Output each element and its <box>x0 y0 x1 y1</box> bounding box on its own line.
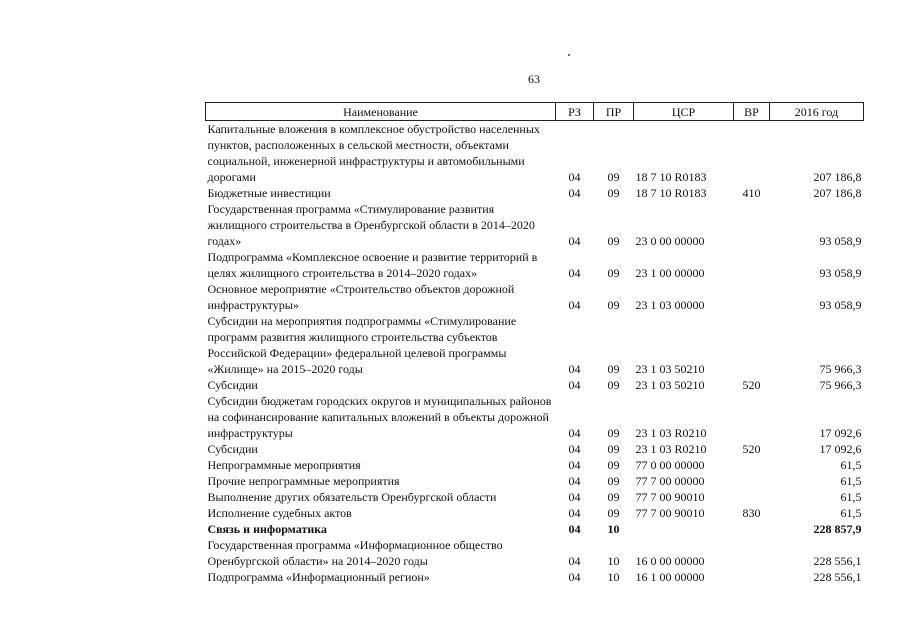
row-pr: 09 <box>607 426 620 440</box>
row-amount: 61,5 <box>840 490 862 504</box>
table-row <box>206 521 864 537</box>
page-number: 63 <box>528 72 540 86</box>
row-vr <box>734 569 770 585</box>
table-row <box>206 313 864 377</box>
row-csr: 77 0 00 00000 <box>635 458 705 472</box>
row-amount: 228 556,1 <box>813 554 862 568</box>
row-vr <box>734 393 770 441</box>
row-csr: 77 7 00 90010 <box>635 490 705 504</box>
row-csr <box>634 521 734 537</box>
row-vr: 410 <box>742 186 761 200</box>
row-pr: 09 <box>607 298 620 312</box>
row-csr: 23 1 03 50210 <box>635 378 705 392</box>
header-csr: ЦСР <box>634 103 734 121</box>
row-rz: 04 <box>568 426 581 440</box>
row-name: Субсидии <box>207 378 258 392</box>
table-row <box>206 201 864 249</box>
row-csr: 18 7 10 R0183 <box>635 186 707 200</box>
row-amount: 228 556,1 <box>813 570 862 584</box>
table-row <box>206 377 864 393</box>
row-rz: 04 <box>568 234 581 248</box>
row-rz: 04 <box>568 170 581 184</box>
header-rz: РЗ <box>556 103 594 121</box>
row-name: Капитальные вложения в комплексное обустройство населенных пунктов, расположенных в сельской местности, объектами социальной, инженерной инфраструктуры и автомобильными дорогами <box>207 122 540 184</box>
row-amount: 207 186,8 <box>813 170 862 184</box>
row-vr <box>734 537 770 569</box>
row-pr: 10 <box>607 570 620 584</box>
table-header-row <box>206 103 864 121</box>
table-row <box>206 457 864 473</box>
header-name: Наименование <box>206 103 556 121</box>
scan-speck <box>568 54 570 56</box>
row-vr <box>734 457 770 473</box>
row-pr: 10 <box>607 554 620 568</box>
row-csr: 23 1 03 50210 <box>635 362 705 376</box>
row-rz: 04 <box>568 474 581 488</box>
row-name: Субсидии <box>207 442 258 456</box>
row-csr: 23 1 03 00000 <box>635 298 705 312</box>
row-csr: 77 7 00 90010 <box>635 506 705 520</box>
row-name: Связь и информатика <box>207 522 328 536</box>
row-csr: 18 7 10 R0183 <box>635 170 707 184</box>
row-rz: 04 <box>568 522 581 536</box>
row-rz: 04 <box>568 570 581 584</box>
row-vr: 520 <box>742 442 761 456</box>
row-amount: 93 058,9 <box>819 298 862 312</box>
row-pr: 09 <box>607 362 620 376</box>
row-name: Прочие непрограммные мероприятия <box>207 474 400 488</box>
table-row <box>206 473 864 489</box>
row-name: Исполнение судебных актов <box>207 506 352 520</box>
row-pr: 09 <box>607 474 620 488</box>
row-name: Выполнение других обязательств Оренбургской области <box>207 490 497 504</box>
row-vr <box>734 249 770 281</box>
header-pr: ПР <box>594 103 634 121</box>
table-row <box>206 121 864 186</box>
row-rz: 04 <box>568 458 581 472</box>
row-name: Субсидии на мероприятия подпрограммы «Стимулирование программ развития жилищного строительства субъектов Российской Федерации» федеральной целевой программы «Жилище» на 2015–2020 годы <box>207 314 517 376</box>
row-amount: 75 966,3 <box>819 378 862 392</box>
row-pr: 10 <box>607 522 620 536</box>
table-row <box>206 185 864 201</box>
row-amount: 17 092,6 <box>819 426 862 440</box>
row-pr: 09 <box>607 490 620 504</box>
row-amount: 207 186,8 <box>813 186 862 200</box>
row-vr <box>734 281 770 313</box>
row-rz: 04 <box>568 298 581 312</box>
row-pr: 09 <box>607 234 620 248</box>
row-amount: 17 092,6 <box>819 442 862 456</box>
table-row <box>206 281 864 313</box>
row-name: Государственная программа «Информационное общество Оренбургской области» на 2014–2020 годы <box>207 538 503 568</box>
row-vr: 830 <box>742 506 761 520</box>
row-vr <box>734 313 770 377</box>
row-pr: 09 <box>607 170 620 184</box>
row-vr <box>734 521 770 537</box>
header-vr: ВР <box>734 103 770 121</box>
row-name: Подпрограмма «Комплексное освоение и развитие территорий в целях жилищного строительства в 2014–2020 годах» <box>207 250 538 280</box>
row-amount: 61,5 <box>840 458 862 472</box>
row-vr <box>734 489 770 505</box>
row-pr: 09 <box>607 266 620 280</box>
header-year: 2016 год <box>770 103 864 121</box>
row-name: Субсидии бюджетам городских округов и муниципальных районов на софинансирование капитальных вложений в объекты дорожной инфраструктуры <box>207 394 552 440</box>
row-csr: 23 0 00 00000 <box>635 234 705 248</box>
row-vr <box>734 201 770 249</box>
table-row <box>206 569 864 585</box>
row-csr: 16 1 00 00000 <box>635 570 705 584</box>
row-name: Непрограммные мероприятия <box>207 458 361 472</box>
row-amount: 228 857,9 <box>813 522 862 536</box>
row-rz: 04 <box>568 266 581 280</box>
row-pr: 09 <box>607 506 620 520</box>
table-row <box>206 249 864 281</box>
row-rz: 04 <box>568 362 581 376</box>
table-row <box>206 505 864 521</box>
row-csr: 23 1 03 R0210 <box>635 442 707 456</box>
row-pr: 09 <box>607 186 620 200</box>
budget-table <box>205 102 864 585</box>
row-vr: 520 <box>742 378 761 392</box>
row-pr: 09 <box>607 378 620 392</box>
row-csr: 23 1 03 R0210 <box>635 426 707 440</box>
table-row <box>206 489 864 505</box>
row-name: Основное мероприятие «Строительство объектов дорожной инфраструктуры» <box>207 282 515 312</box>
row-amount: 61,5 <box>840 474 862 488</box>
table-row <box>206 537 864 569</box>
row-amount: 75 966,3 <box>819 362 862 376</box>
table-row <box>206 441 864 457</box>
row-name: Государственная программа «Стимулирование развития жилищного строительства в Оренбургской области в 2014–2020 годах» <box>207 202 535 248</box>
row-csr: 16 0 00 00000 <box>635 554 705 568</box>
row-amount: 61,5 <box>840 506 862 520</box>
row-rz: 04 <box>568 378 581 392</box>
row-pr: 09 <box>607 442 620 456</box>
row-rz: 04 <box>568 490 581 504</box>
row-amount: 93 058,9 <box>819 266 862 280</box>
table-body <box>206 121 864 586</box>
row-rz: 04 <box>568 442 581 456</box>
row-rz: 04 <box>568 186 581 200</box>
row-csr: 77 7 00 00000 <box>635 474 705 488</box>
row-rz: 04 <box>568 554 581 568</box>
row-vr <box>734 473 770 489</box>
row-vr <box>734 121 770 186</box>
row-name: Бюджетные инвестиции <box>207 186 331 200</box>
row-csr: 23 1 00 00000 <box>635 266 705 280</box>
table-row <box>206 393 864 441</box>
row-pr: 09 <box>607 458 620 472</box>
row-amount: 93 058,9 <box>819 234 862 248</box>
row-name: Подпрограмма «Информационный регион» <box>207 570 430 584</box>
row-rz: 04 <box>568 506 581 520</box>
